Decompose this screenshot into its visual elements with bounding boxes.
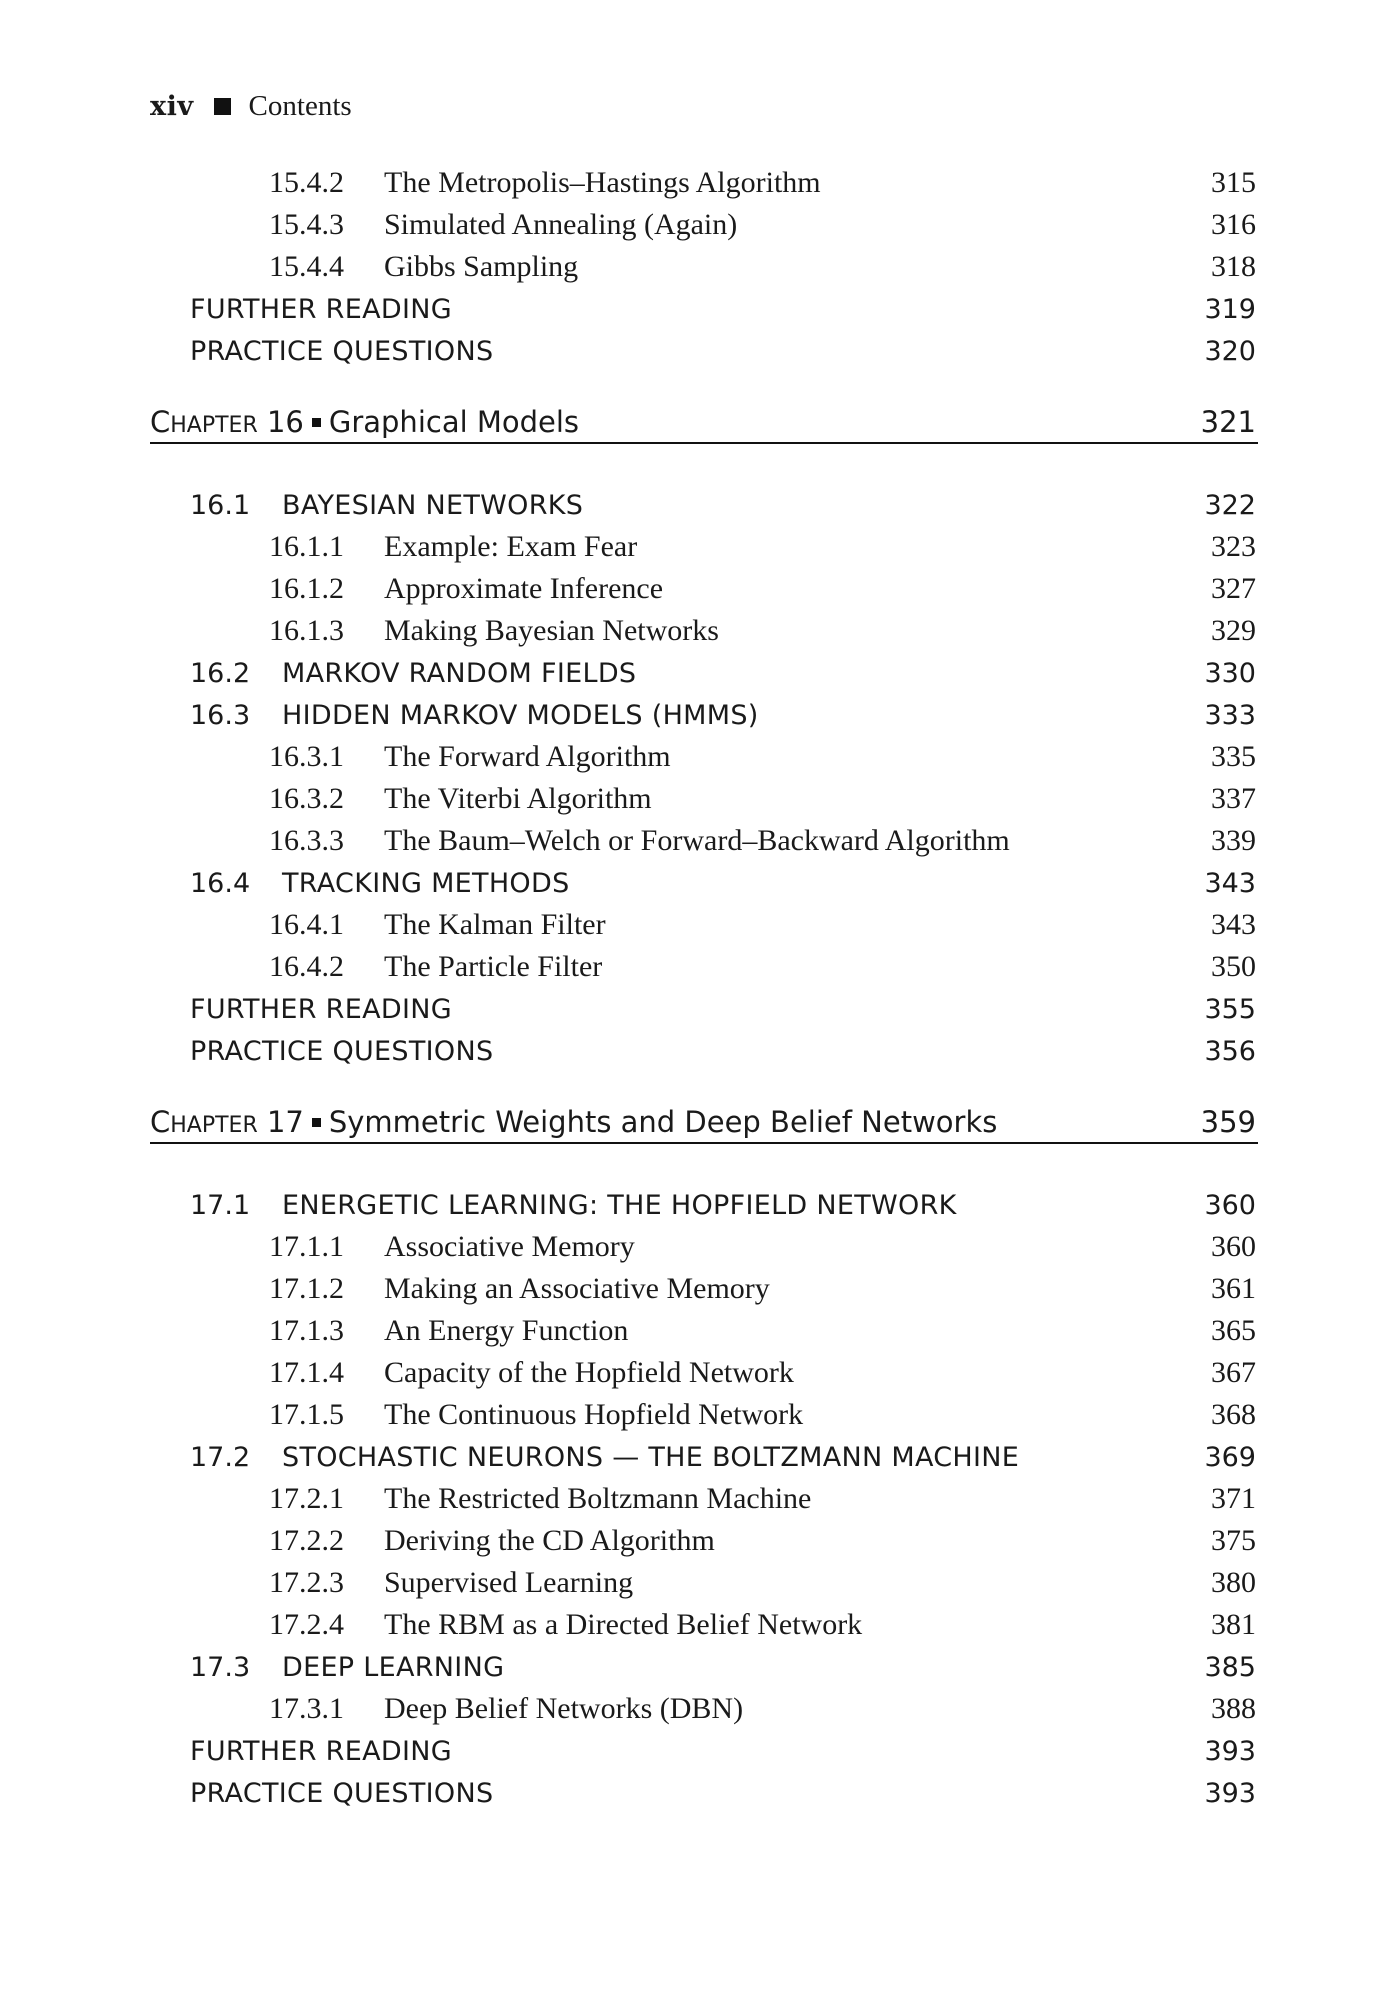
toc-subsection-entry[interactable] (0, 1226, 1398, 1268)
entry-page-number: 375 (1211, 1524, 1256, 1557)
toc-section-entry[interactable] (0, 862, 1398, 904)
toc-section-entry[interactable] (0, 1772, 1398, 1814)
toc-subsection-entry[interactable] (0, 568, 1398, 610)
toc-subsection-entry[interactable] (0, 904, 1398, 946)
entry-page-number: 393 (1204, 1777, 1256, 1809)
toc-section-entry[interactable] (0, 288, 1398, 330)
toc-chapter-entry[interactable] (0, 1096, 1398, 1148)
entry-title: PRACTICE QUESTIONS (190, 1035, 494, 1067)
entry-title: Capacity of the Hopfield Network (384, 1356, 794, 1389)
toc-subsection-entry[interactable] (0, 1310, 1398, 1352)
entry-number: 16.1.3 (269, 614, 344, 647)
entry-page-number: 388 (1211, 1692, 1256, 1725)
entry-title: Making an Associative Memory (384, 1272, 770, 1305)
entry-title: Supervised Learning (384, 1566, 634, 1599)
chapter-word-initial: C (150, 1105, 171, 1139)
entry-page-number: 359 (1200, 1105, 1256, 1139)
entry-title: Deriving the CD Algorithm (384, 1524, 715, 1557)
entry-page-number: 350 (1211, 950, 1256, 983)
toc-subsection-entry[interactable] (0, 610, 1398, 652)
toc-subsection-entry[interactable] (0, 946, 1398, 988)
toc-subsection-entry[interactable] (0, 1268, 1398, 1310)
entry-title: The Continuous Hopfield Network (384, 1398, 804, 1431)
toc-subsection-entry[interactable] (0, 204, 1398, 246)
entry-page-number: 330 (1204, 657, 1256, 689)
chapter-name: Symmetric Weights and Deep Belief Networks (328, 1105, 998, 1139)
entry-page-number: 318 (1211, 250, 1256, 283)
entry-page-number: 385 (1204, 1651, 1256, 1683)
entry-title: PRACTICE QUESTIONS (190, 1777, 494, 1809)
entry-page-number: 319 (1204, 293, 1256, 325)
toc-subsection-entry[interactable] (0, 246, 1398, 288)
entry-page-number: 367 (1211, 1356, 1256, 1389)
entry-title: An Energy Function (384, 1314, 629, 1347)
toc-subsection-entry[interactable] (0, 736, 1398, 778)
entry-page-number: 323 (1211, 530, 1256, 563)
entry-title: DEEP LEARNING (282, 1651, 505, 1683)
chapter-word-rest: HAPTER (170, 413, 258, 438)
entry-title: PRACTICE QUESTIONS (190, 335, 494, 367)
entry-title: Gibbs Sampling (384, 250, 579, 283)
entry-page-number: 355 (1204, 993, 1256, 1025)
entry-title: Associative Memory (384, 1230, 635, 1263)
entry-number: 17.2.2 (269, 1524, 344, 1557)
chapter-word-rest: HAPTER (170, 1113, 258, 1138)
entry-number: 16.4.1 (269, 908, 344, 941)
chapter-word-initial: C (150, 405, 171, 439)
entry-number: 17.2.1 (269, 1482, 344, 1515)
entry-title: Example: Exam Fear (384, 530, 638, 563)
entry-title: ENERGETIC LEARNING: THE HOPFIELD NETWORK (282, 1189, 957, 1221)
toc-subsection-entry[interactable] (0, 1562, 1398, 1604)
toc-section-entry[interactable] (0, 988, 1398, 1030)
entry-title: The Restricted Boltzmann Machine (384, 1482, 812, 1515)
entry-page-number: 343 (1211, 908, 1256, 941)
toc-subsection-entry[interactable] (0, 1604, 1398, 1646)
toc-section-entry[interactable] (0, 1184, 1398, 1226)
entry-number: 16.3 (190, 699, 251, 731)
entry-number: 17.1.2 (269, 1272, 344, 1305)
entry-number: 17.3.1 (269, 1692, 344, 1725)
entry-number: 17.1.4 (269, 1356, 344, 1389)
entry-title: FURTHER READING (190, 293, 452, 325)
entry-title: The Metropolis–Hastings Algorithm (384, 166, 821, 199)
entry-number: 17.1.5 (269, 1398, 344, 1431)
entry-title: The Kalman Filter (384, 908, 606, 941)
entry-number: 17.1.3 (269, 1314, 344, 1347)
entry-title: HIDDEN MARKOV MODELS (HMMS) (282, 699, 759, 731)
page-folio: xiv (150, 90, 194, 122)
chapter-number: 17 (266, 1105, 304, 1139)
toc-section-entry[interactable] (0, 1646, 1398, 1688)
entry-page-number: 360 (1211, 1230, 1256, 1263)
entry-number: 17.2 (190, 1441, 251, 1473)
entry-number: 16.3.3 (269, 824, 344, 857)
running-head-title: Contents (248, 89, 352, 122)
entry-page-number: 360 (1204, 1189, 1256, 1221)
entry-page-number: 339 (1211, 824, 1256, 857)
entry-page-number: 361 (1211, 1272, 1256, 1305)
entry-page-number: 368 (1211, 1398, 1256, 1431)
entry-page-number: 335 (1211, 740, 1256, 773)
entry-page-number: 371 (1211, 1482, 1256, 1515)
entry-title: The Particle Filter (384, 950, 603, 983)
entry-title: Simulated Annealing (Again) (384, 208, 738, 241)
chapter-name: Graphical Models (328, 405, 580, 439)
entry-page-number: 365 (1211, 1314, 1256, 1347)
toc-section-entry[interactable] (0, 652, 1398, 694)
entry-number: 16.1.2 (269, 572, 344, 605)
toc-subsection-entry[interactable] (0, 526, 1398, 568)
entry-number: 16.1.1 (269, 530, 344, 563)
entry-title: Deep Belief Networks (DBN) (384, 1692, 744, 1725)
entry-page-number: 333 (1204, 699, 1256, 731)
toc-subsection-entry[interactable] (0, 820, 1398, 862)
running-head (150, 86, 352, 126)
entry-title: FURTHER READING (190, 1735, 452, 1767)
entry-page-number: 381 (1211, 1608, 1256, 1641)
toc-subsection-entry[interactable] (0, 778, 1398, 820)
entry-page-number: 393 (1204, 1735, 1256, 1767)
toc-section-entry[interactable] (0, 694, 1398, 736)
entry-title: Approximate Inference (384, 572, 664, 605)
entry-page-number: 320 (1204, 335, 1256, 367)
toc-section-entry[interactable] (0, 330, 1398, 372)
toc-subsection-entry[interactable] (0, 1352, 1398, 1394)
entry-page-number: 329 (1211, 614, 1256, 647)
entry-page-number: 343 (1204, 867, 1256, 899)
entry-number: 15.4.4 (269, 250, 344, 283)
entry-title: The Baum–Welch or Forward–Backward Algorithm (384, 824, 1010, 857)
toc-section-entry[interactable] (0, 1030, 1398, 1072)
entry-page-number: 321 (1200, 405, 1256, 439)
entry-number: 16.4 (190, 867, 251, 899)
entry-number: 17.1.1 (269, 1230, 344, 1263)
entry-page-number: 327 (1211, 572, 1256, 605)
entry-number: 16.3.2 (269, 782, 344, 815)
square-bullet-icon (214, 98, 231, 115)
square-bullet-icon (312, 418, 321, 427)
entry-title: Making Bayesian Networks (384, 614, 719, 647)
entry-number: 17.3 (190, 1651, 251, 1683)
entry-title: The Forward Algorithm (384, 740, 671, 773)
toc-section-entry[interactable] (0, 484, 1398, 526)
entry-title: The RBM as a Directed Belief Network (384, 1608, 863, 1641)
toc-subsection-entry[interactable] (0, 1394, 1398, 1436)
entry-page-number: 316 (1211, 208, 1256, 241)
entry-page-number: 322 (1204, 489, 1256, 521)
entry-title: FURTHER READING (190, 993, 452, 1025)
entry-title: BAYESIAN NETWORKS (282, 489, 584, 521)
entry-number: 17.1 (190, 1189, 251, 1221)
toc-section-entry[interactable] (0, 1436, 1398, 1478)
entry-page-number: 315 (1211, 166, 1256, 199)
entry-title: TRACKING METHODS (282, 867, 570, 899)
chapter-title (150, 1105, 997, 1139)
toc-subsection-entry[interactable] (0, 1478, 1398, 1520)
toc-subsection-entry[interactable] (0, 1520, 1398, 1562)
toc-chapter-entry[interactable] (0, 396, 1398, 448)
entry-number: 16.1 (190, 489, 251, 521)
toc-section-entry[interactable] (0, 1730, 1398, 1772)
chapter-number: 16 (266, 405, 304, 439)
entry-number: 17.2.4 (269, 1608, 344, 1641)
entry-number: 15.4.2 (269, 166, 344, 199)
chapter-title (150, 405, 579, 439)
entry-page-number: 369 (1204, 1441, 1256, 1473)
toc-subsection-entry[interactable] (0, 1688, 1398, 1730)
entry-number: 15.4.3 (269, 208, 344, 241)
square-bullet-icon (312, 1118, 321, 1127)
entry-number: 16.4.2 (269, 950, 344, 983)
entry-page-number: 380 (1211, 1566, 1256, 1599)
entry-page-number: 356 (1204, 1035, 1256, 1067)
entry-number: 17.2.3 (269, 1566, 344, 1599)
entry-title: The Viterbi Algorithm (384, 782, 652, 815)
entry-title: STOCHASTIC NEURONS — THE BOLTZMANN MACHINE (282, 1441, 1020, 1473)
entry-title: MARKOV RANDOM FIELDS (282, 657, 637, 689)
toc-subsection-entry[interactable] (0, 162, 1398, 204)
entry-number: 16.2 (190, 657, 251, 689)
entry-page-number: 337 (1211, 782, 1256, 815)
entry-number: 16.3.1 (269, 740, 344, 773)
